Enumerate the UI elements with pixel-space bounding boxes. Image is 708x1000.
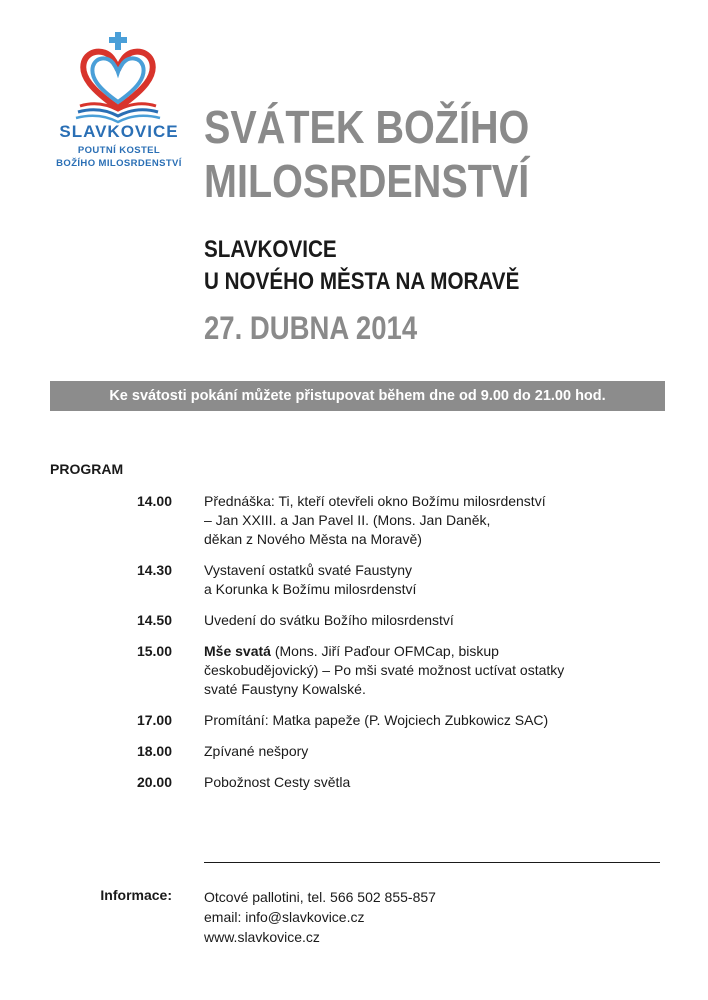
program-time: 20.00 — [136, 774, 172, 790]
logo-subtitle-line1: POUTNÍ KOSTEL — [77, 145, 161, 156]
logo-name: SLAVKOVICE — [59, 122, 179, 141]
description-line: a Korunka k Božímu milosrdenství — [204, 581, 417, 597]
program-time: 15.00 — [136, 643, 172, 659]
place-line2: U NOVÉHO MĚSTA NA MORAVĚ — [204, 268, 520, 295]
description-line: Přednáška: Ti, kteří otevřeli okno Božímu milosrdenství — [204, 493, 546, 509]
event-date: 27. DUBNA 2014 — [204, 310, 418, 346]
program-list — [0, 492, 708, 792]
description-line — [204, 642, 664, 661]
program-item — [0, 492, 708, 549]
description-line: Zpívané nešpory — [204, 743, 309, 759]
program-description — [204, 492, 664, 549]
logo-subtitle-line2: BOŽÍHO MILOSRDENSTVÍ — [56, 158, 182, 169]
program-time: 14.50 — [136, 612, 172, 628]
program-item — [0, 773, 708, 792]
program-item — [0, 611, 708, 630]
program-item — [0, 642, 708, 699]
program-item — [0, 742, 708, 761]
program-description — [204, 773, 664, 792]
program-description — [204, 711, 664, 730]
description-line: Promítání: Matka papeže (P. Wojciech Zubkowicz SAC) — [204, 712, 549, 728]
info-block — [204, 887, 436, 947]
description-line: svaté Faustyny Kowalské. — [204, 681, 366, 697]
info-email[interactable]: email: info@slavkovice.cz — [204, 909, 365, 925]
description-line: Uvedení do svátku Božího milosrdenství — [204, 612, 454, 628]
description-line: – Jan XXIII. a Jan Pavel II. (Mons. Jan Daněk, — [204, 512, 491, 528]
description-line: Vystavení ostatků svaté Faustyny — [204, 562, 413, 578]
program-description — [204, 642, 664, 699]
program-time: 17.00 — [136, 712, 172, 728]
title-line1: SVÁTEK BOŽÍHO — [204, 101, 530, 153]
description-line: děkan z Nového Města na Moravě) — [204, 531, 422, 547]
program-description — [204, 561, 664, 599]
description-text: (Mons. Jiří Paďour OFMCap, biskup — [270, 643, 499, 659]
program-time: 14.00 — [136, 493, 172, 509]
info-phone: Otcové pallotini, tel. 566 502 855-857 — [204, 889, 436, 905]
mass-label: Mše svatá — [204, 643, 271, 659]
confession-banner: Ke svátosti pokání můžete přistupovat během dne od 9.00 do 21.00 hod. — [50, 381, 665, 411]
divider — [204, 862, 660, 863]
title-line2: MILOSRDENSTVÍ — [204, 155, 530, 207]
info-website[interactable]: www.slavkovice.cz — [204, 929, 320, 945]
program-item — [0, 711, 708, 730]
heart-cross-book-icon — [72, 30, 166, 124]
program-heading: PROGRAM — [50, 461, 124, 477]
program-description — [204, 611, 664, 630]
info-label: Informace: — [100, 887, 172, 903]
description-line: českobudějovický) – Po mši svaté možnost uctívat ostatky — [204, 662, 565, 678]
logo — [52, 30, 192, 180]
program-time: 18.00 — [136, 743, 172, 759]
program-description — [204, 742, 664, 761]
program-time: 14.30 — [136, 562, 172, 578]
description-line: Pobožnost Cesty světla — [204, 774, 351, 790]
program-item — [0, 561, 708, 599]
place — [204, 234, 519, 298]
page-title — [204, 100, 529, 208]
place-line1: SLAVKOVICE — [204, 236, 337, 263]
